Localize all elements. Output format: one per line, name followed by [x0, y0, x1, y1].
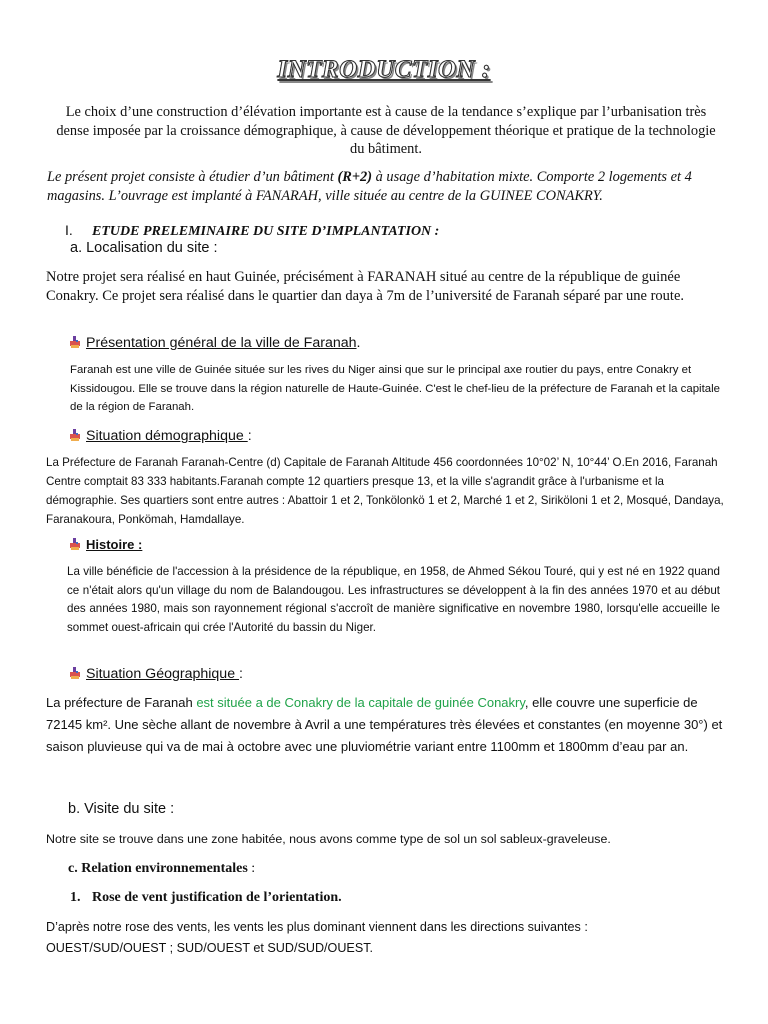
rose-number: 1.: [70, 890, 81, 905]
section-number: I.: [65, 222, 73, 238]
rose-line-1: D’après notre rose des vents, les vents les plus dominant viennent dans les directions suivantes :: [46, 920, 588, 934]
hand-pointer-icon: [68, 666, 82, 680]
localisation-paragraph: Notre projet sera réalisé en haut Guinée, précisément à FARANAH situé au centre de la république de guinée Conakry. Ce projet sera réalisé dans le quartier dan daya à 7m de l’université de Faranah séparé par une route.: [46, 269, 685, 304]
presentation-suffix: .: [356, 335, 361, 351]
geographique-paragraph: [46, 692, 729, 758]
presentation-paragraph: Faranah est une ville de Guinée située sur les rives du Niger ainsi que sur le principal axe routier du pays, entre Conakry et Kissidougou. Elle se trouve dans la région naturelle de Haute-Guinée. C'est le chef-lieu de la préfecture de Faranah et la capitale de la région de Faranah.: [70, 364, 720, 414]
geographique-title: Situation Géographique: [86, 666, 240, 682]
histoire-title: Histoire :: [86, 537, 143, 552]
visite-paragraph: Notre site se trouve dans une zone habitée, nous avons comme type de sol un sol sableux-graveleuse.: [46, 832, 611, 846]
bullet-demographique: [68, 428, 252, 444]
histoire-paragraph: La ville bénéficie de l'accession à la présidence de la république, en 1958, de Ahmed Sékou Touré, qui y est né en 1922 quand ce n'était alors qu'un village du nom de Balandougou. Les infrastructures se développent à la fin des années 1970 et au début des années 1980, mais son rayonnement régional s'accroît de manière significative en novembre 1980, lorsqu'elle accueille le sommet ouest-africain qui crée l'Autorité du bassin du Niger.: [67, 565, 720, 634]
relation-suffix: :: [247, 861, 256, 876]
subheading-visite: b. Visite du site :: [68, 801, 175, 817]
demographique-suffix: :: [247, 428, 252, 444]
section-heading-1: [65, 222, 439, 240]
hand-pointer-icon: [68, 428, 82, 442]
geo-text-after: , elle couvre une superficie de 72145 km². Une sèche allant de novembre à Avril a une températures très élevées et constantes (en moyenne 30°) et saison pluvieuse qui va de mai à octobre avec une pluviométrie variant entre 1100mm et 1800mm d’eau par an.: [46, 695, 723, 754]
subheading-rose: [70, 890, 342, 906]
presentation-title: Présentation général de la ville de Faranah: [86, 335, 357, 351]
geo-text-before: La préfecture de Faranah: [46, 695, 197, 710]
bullet-geographique: [68, 666, 243, 682]
geo-text-highlight: est située a de Conakry de la capitale de guinée Conakry: [196, 695, 525, 710]
project-text-bold: (R+2): [337, 169, 373, 185]
project-paragraph: [47, 168, 727, 206]
relation-label: c. Relation environnementales: [68, 861, 248, 876]
bullet-histoire: [68, 537, 142, 552]
demographique-paragraph: La Préfecture de Faranah Faranah-Centre (d) Capitale de Faranah Altitude 456 coordonnées 10°02’ N, 10°44’ O.En 2016, Faranah Centre comptait 83 333 habitants.Faranah compte 12 quartiers presque 13, et la ville s'agrandit grâce à l'urbanisme et la démographie. Ses quartiers sont entre autres : Abattoir 1 et 2, Tonkölonkö 1 et 2, Marché 1 et 2, Siriköloni 1 et 2, Mosqué, Dandaya, Faranakoura, Ponkömah, Hamdallaye.: [46, 456, 724, 526]
project-text-part1: Le présent projet consiste à étudier d’un bâtiment: [47, 169, 338, 185]
subheading-relation: [68, 861, 255, 877]
rose-paragraph: [46, 917, 726, 959]
rose-line-2: OUEST/SUD/OUEST ; SUD/OUEST et SUD/SUD/OUEST.: [46, 941, 374, 955]
page-title: INTRODUCTION :: [277, 56, 491, 83]
intro-paragraph: Le choix d’une construction d’élévation importante est à cause de la tendance s’explique par l’urbanisation très dense imposée par la croissance démographique, à cause de développement théorique et pratique de la technologie du bâtiment.: [56, 104, 716, 158]
hand-pointer-icon: [68, 335, 82, 349]
bullet-presentation: [68, 335, 360, 351]
demographique-title: Situation démographique: [86, 428, 248, 444]
geographique-suffix: :: [239, 666, 243, 682]
hand-pointer-icon: [68, 537, 82, 551]
project-text-part2: à usage d’habitation mixte. Comporte 2 logements et 4 magasins. L’ouvrage est implanté à FANARAH, ville située au centre de la GUINEE CONAKRY.: [47, 169, 692, 204]
rose-title: Rose de vent justification de l’orientation.: [92, 890, 342, 905]
subheading-localisation: a. Localisation du site :: [70, 240, 218, 256]
section-title: ETUDE PRELEMINAIRE DU SITE D’IMPLANTATION :: [92, 224, 440, 239]
